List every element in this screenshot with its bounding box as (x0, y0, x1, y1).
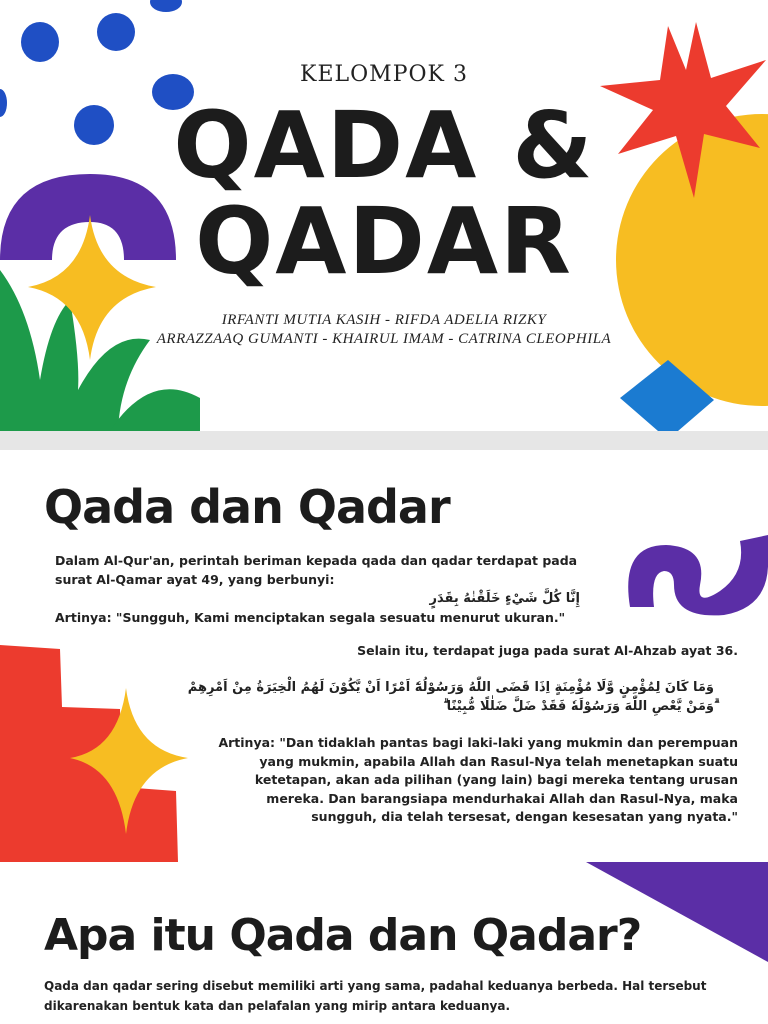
purple-squiggle-decoration (620, 535, 768, 615)
authors-line-2: ARRAZZAAQ GUMANTI - KHAIRUL IMAM - CATRINA CLEOPHILA (156, 331, 612, 347)
intro-paragraph: Dalam Al-Qur'an, perintah beriman kepada qada dan qadar terdapat pada surat Al-Qamar ayat 49, yang berbunyi: (55, 553, 578, 587)
author-list (0, 311, 768, 349)
additional-reference: Selain itu, terdapat juga pada surat Al-Ahzab ayat 36. (357, 643, 738, 658)
definition-paragraph: Qada dan qadar sering disebut memiliki arti yang sama, padahal keduanya berbeda. Hal tersebut dikarenakan bentuk kata dan pelafalan yang mirip antara keduanya. (44, 979, 707, 1013)
blue-diamond-decoration (618, 352, 718, 431)
slide-title: Apa itu Qada dan Qadar? (44, 910, 642, 961)
group-label: KELOMPOK 3 (300, 62, 468, 87)
title-line-1: QADA & (173, 92, 595, 199)
arabic-verse-1: إِنَّا كُلَّ شَيْءٍ خَلَقْنٰهُ بِقَدَرٍ (429, 591, 580, 606)
verse-2-meaning: Artinya: "Dan tidaklah pantas bagi laki-laki yang mukmin dan perempuan yang mukmin, apabila Allah dan Rasul-Nya telah menetapkan suatu ketetapan, akan ada pilihan (yang lain) bagi mereka tentang urusan mereka. Dan barangsiapa mendurhakai Allah dan Rasul-Nya, maka sungguh, dia telah tersesat, dengan kesesatan yang nyata." (218, 735, 738, 824)
authors-line-1: IRFANTI MUTIA KASIH - RIFDA ADELIA RIZKY (221, 312, 547, 328)
arabic-verse-2: وَمَا كَانَ لِمُؤْمِنٍ وَّلَا مُؤْمِنَةٍ اِذَا قَضَى اللّٰهُ وَرَسُوْلُهٗٓ اَمْرًا اَنْ يَّكُوْنَ لَهُمُ الْخِيَرَةُ مِنْ اَمْرِهِمْ ۗوَمَنْ يَّعْصِ اللّٰهَ وَرَسُوْلَهٗ فَقَدْ ضَلَّ ضَلٰلًا مُّبِيْنًا ۗ (187, 680, 714, 714)
title-slide (0, 0, 768, 431)
main-title (130, 92, 638, 295)
slide-title: Qada dan Qadar (44, 480, 450, 534)
definition-slide (0, 862, 768, 1024)
yellow-sparkle-decoration (70, 688, 190, 838)
verse-1-meaning: Artinya: "Sungguh, Kami menciptakan segala sesuatu menurut ukuran." (55, 610, 566, 625)
qada-qadar-slide (0, 450, 768, 862)
title-line-2: QADAR (195, 188, 573, 295)
